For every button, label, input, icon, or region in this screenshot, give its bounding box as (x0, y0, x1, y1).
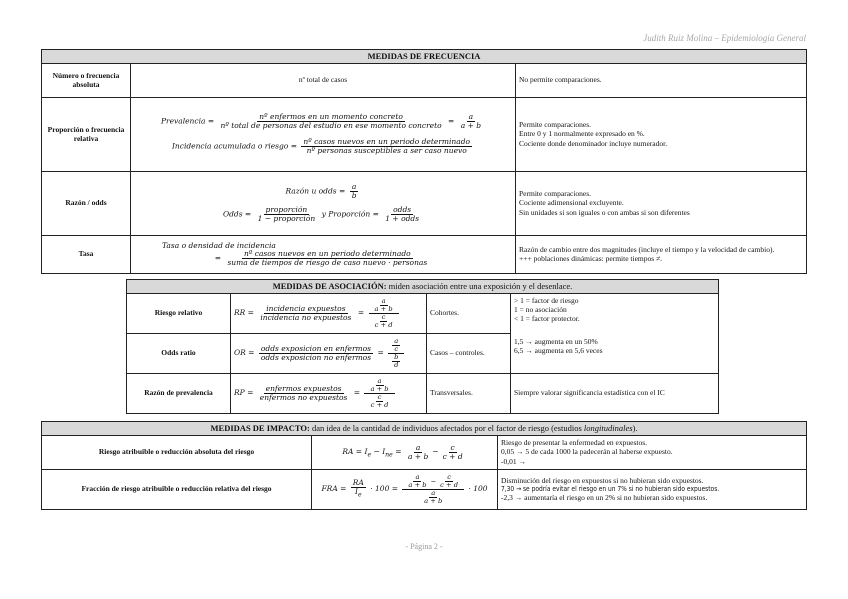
or-formula (231, 333, 427, 373)
incidencia-fraction (301, 138, 472, 155)
frequency-title: MEDIDAS DE FRECUENCIA (42, 50, 807, 64)
or-eq: = (377, 348, 384, 358)
prevalencia-lhs: Prevalencia = (160, 116, 215, 126)
or-d: d (394, 360, 399, 369)
tasa-num: nº casos nuevos en un periodo determinado (244, 249, 411, 259)
fra-desc-3: -2,3 → aumentaría el riesgo en un 2% si no hubieran sido expuestos. (501, 493, 708, 503)
interp-l5: 6,5 → augmenta en 5,6 veces (514, 346, 603, 356)
rp-fraction (258, 385, 350, 402)
ra-sub-ne: ne (385, 451, 393, 459)
or-lhs: OR = (234, 348, 255, 358)
rp-a: a (377, 376, 382, 385)
impact-subtitle-post: ). (632, 423, 638, 433)
interp-l2: 1 = no asociación (514, 305, 567, 314)
odds-formula (134, 206, 512, 223)
interp-l6: Siempre valorar significancia estadística con el IC (511, 373, 719, 413)
association-title-bold: MEDIDAS DE ASOCIACIÓN: (272, 281, 387, 291)
odds-mid: y Proporción = (321, 209, 379, 219)
or-b: b (394, 352, 399, 361)
or-c: c (394, 344, 399, 353)
association-interp-top (511, 293, 719, 373)
rp-ratio (364, 378, 394, 409)
impact-subtitle (312, 423, 638, 433)
frequency-table (41, 49, 807, 274)
rr-ratio-top (373, 298, 395, 313)
razon-desc-2: Cociente adimensional excluyente. (519, 198, 624, 208)
ra-eq: = (392, 447, 402, 457)
ra-frac-1 (406, 444, 430, 461)
fra-den-sub: e (357, 491, 362, 499)
ra-formula (312, 435, 498, 469)
row-label-numero: Número o frecuencia absoluta (42, 63, 131, 97)
incidencia-lhs: Incidencia acumulada o riesgo = (171, 141, 297, 151)
razon-formula-1 (134, 183, 512, 200)
prevalencia-den: nº total de personas del estudio en ese momento concreto (220, 121, 442, 131)
tasa-desc-1: Razón de cambio entre dos magnitudes (incluye el tiempo y la velocidad de cambio). (519, 244, 775, 254)
fra-lhs: FRA = (321, 484, 347, 494)
row-label-tasa: Tasa (42, 235, 131, 273)
razon-formulas (131, 171, 516, 235)
proporcion-desc-1: Permite comparaciones. (519, 120, 592, 130)
rp-den: enfermos no expuestos (259, 392, 348, 402)
razon-fraction (350, 183, 359, 200)
tasa-fraction (225, 250, 429, 267)
odds-lhs: Odds = (222, 209, 252, 219)
ra-desc-2: 0,05 → 5 de cada 1000 la padecerán al haberse expuesto. (501, 447, 673, 457)
ra-desc (498, 435, 807, 469)
numero-desc: No permite comparaciones. (516, 63, 807, 97)
rp-lhs: RP = (234, 388, 254, 398)
rr-study: Cohortes. (427, 293, 511, 333)
rp-label: Razón de prevalencia (127, 373, 231, 413)
rp-ratio-bottom (369, 394, 391, 409)
razon-desc (516, 171, 807, 235)
ra-sub-e: e (367, 451, 372, 459)
tasa-top: Tasa o densidad de incidencia (162, 241, 276, 251)
row-label-proporcion: Proporción o frecuencia relativa (42, 97, 131, 171)
odds-fraction (256, 206, 318, 223)
impact-subtitle-pre: dan idea de la cantidad de individuos afectados por el factor de riesgo (estudios (311, 423, 582, 433)
tasa-fraction-line (134, 250, 512, 267)
interp-l4: 1,5 → augmenta en un 50% (514, 336, 598, 346)
ra-desc-3: -0,01 → (501, 456, 526, 466)
fra-ab: a + b (408, 480, 427, 489)
row-label-razon: Razón / odds (42, 171, 131, 235)
rp-c: c (377, 392, 382, 401)
rr-eq: = (357, 308, 365, 318)
proporcion-formulas (131, 97, 516, 171)
rp-eq: = (353, 388, 361, 398)
fra-cd: c + d (440, 480, 459, 489)
razon-num: a (351, 182, 357, 192)
impact-title (42, 422, 807, 436)
ra-a: a (415, 442, 421, 452)
razon-lhs: Razón u odds = (285, 186, 346, 196)
prevalencia-num: nº enfermos en un momento concreto (259, 112, 403, 122)
ra-lhs: RA = I (342, 447, 368, 457)
rr-ab: a + b (374, 304, 393, 313)
rp-ratio-top (368, 378, 390, 393)
association-subtitle: miden asociación entre una exposición y el desenlace. (388, 281, 573, 291)
impact-title-bold: MEDIDAS DE IMPACTO: (210, 423, 310, 433)
rr-formula (231, 293, 427, 333)
prevalencia-fraction (219, 113, 444, 130)
rp-num: enfermos expuestos (265, 383, 342, 393)
fra-mul2: · 100 (468, 484, 488, 494)
rp-study: Transversales. (427, 373, 511, 413)
numero-formula: nº total de casos (131, 63, 516, 97)
rr-lhs: RR = (234, 308, 254, 318)
rp-cd: c + d (370, 400, 389, 409)
or-num: odds exposicion en enfermos (260, 343, 371, 353)
prevalencia-fraction-ab (459, 113, 483, 130)
prevalencia-eq: = (448, 116, 455, 126)
ra-minus: − I (371, 447, 386, 457)
proporcion-desc (516, 97, 807, 171)
tasa-eq: = (214, 253, 222, 263)
tasa-formula (131, 235, 516, 273)
incidencia-num: nº casos nuevos en un periodo determinado (303, 137, 471, 147)
impact-table (41, 421, 807, 510)
fra-desc (498, 469, 807, 509)
tasa-den: suma de tiempos de riesgo de caso nuevo · personas (227, 258, 428, 268)
or-fraction (259, 345, 373, 362)
proporcion-odds-den: 1 + odds (385, 214, 420, 223)
fra-top-1 (406, 474, 428, 489)
odds-den: 1 − proporción (257, 214, 316, 223)
proporcion-from-odds-fraction (383, 206, 421, 223)
prevalencia-num2: a (468, 112, 474, 122)
association-table (126, 279, 719, 414)
fra-den (353, 488, 364, 499)
tasa-desc-2: +++ poblaciones dinámicas: permite tiempos ≠. (519, 254, 663, 264)
rp-formula (231, 373, 427, 413)
fra-desc-1: Disminución del riesgo en expuestos si no hubieran sido expuestos. (501, 475, 704, 485)
rr-num: incidencia expuestos (266, 303, 346, 313)
rp-ab: a + b (370, 384, 389, 393)
or-ratio (388, 338, 404, 369)
rr-a: a (381, 296, 386, 305)
rr-ratio (369, 298, 399, 329)
rr-cd: c + d (374, 320, 393, 329)
or-ratio-top (392, 338, 400, 353)
page-header: Judith Ruiz Molina – Epidemiología General (643, 33, 806, 43)
fra-num: RA (352, 478, 364, 488)
fra-c: c (447, 472, 451, 481)
proporcion-odds-num: odds (393, 205, 412, 215)
ra-desc-1: Riesgo de presentar la enfermedad en expuestos. (501, 438, 647, 448)
or-ratio-bottom (392, 354, 400, 369)
rr-den: incidencia no expuestos (260, 312, 352, 322)
razon-desc-3: Sin unidades si son iguales o con ambas si son diferentes (519, 207, 690, 217)
fra-mul: · 100 = (370, 484, 399, 494)
interp-l3: < 1 = factor protector. (514, 314, 580, 324)
fra-formula (312, 469, 498, 509)
ra-cd: c + d (442, 451, 463, 461)
fra-a: a (415, 472, 420, 481)
interp-l1: > 1 = factor de riesgo (514, 295, 579, 305)
or-den: odds exposicion no enfermos (260, 352, 372, 362)
rr-label: Riesgo relativo (127, 293, 231, 333)
fra-den-i: I (355, 487, 358, 497)
rr-c: c (381, 312, 386, 321)
or-study: Casos – controles. (427, 333, 511, 373)
ra-ab: a + b (407, 451, 429, 461)
incidencia-den: nº personas susceptibles a ser caso nuevo (306, 146, 467, 155)
ra-m: − (432, 447, 439, 457)
or-a: a (394, 336, 399, 345)
razon-den: b (351, 191, 357, 201)
proporcion-desc-3: Cociente donde denominador incluye numerador. (519, 138, 668, 148)
fra-desc-2: 7,30 → se podría evitar el riesgo en un 7% si no hubieran sido expuestos. (501, 485, 720, 493)
ra-c: c (450, 442, 455, 452)
odds-num: proporción (265, 205, 308, 215)
fra-a2: a (431, 488, 436, 497)
incidencia-formula (134, 138, 512, 155)
impact-subtitle-italic: longitudinales (583, 423, 633, 433)
fra-ab2: a + b (424, 496, 443, 505)
ra-label: Riesgo atribuible o reducción absoluta del riesgo (42, 435, 312, 469)
ra-frac-2 (441, 444, 465, 461)
proporcion-desc-2: Entre 0 y 1 normalmente expresado en %. (519, 129, 645, 139)
fra-m: − (430, 477, 437, 486)
rr-ratio-bottom (373, 314, 395, 329)
fra-top-2 (438, 474, 460, 489)
fra-label: Fracción de riesgo atribuible o reducción relativa del riesgo (42, 469, 312, 509)
fra-frac-big (402, 474, 464, 505)
association-title (127, 280, 719, 294)
prevalencia-formula (134, 113, 512, 130)
page-footer: - Página 2 - (405, 542, 443, 551)
razon-desc-1: Permite comparaciones. (519, 189, 592, 199)
rr-fraction (258, 305, 353, 322)
tasa-desc (516, 235, 807, 273)
fra-bottom (422, 490, 444, 505)
fra-frac-ra (351, 479, 366, 499)
prevalencia-den2: a + b (460, 121, 482, 131)
or-label: Odds ratio (127, 333, 231, 373)
